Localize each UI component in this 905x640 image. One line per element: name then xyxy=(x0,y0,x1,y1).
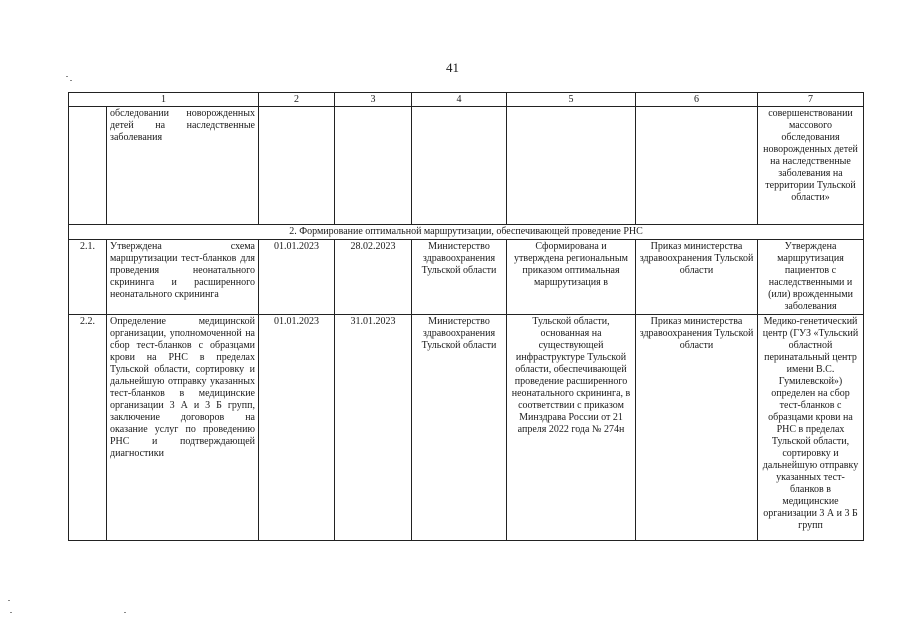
header-col-1: 1 xyxy=(69,93,259,107)
header-col-2: 2 xyxy=(259,93,335,107)
continuation-result-cell xyxy=(507,107,636,225)
row-start-date: 01.01.2023 xyxy=(259,315,335,541)
continuation-row xyxy=(69,107,864,225)
plan-table xyxy=(68,92,864,541)
row-indicator: Утверждена маршрутизация пациентов с наследственными и (или) врожденными заболевания xyxy=(758,240,864,315)
row-executor: Министерство здравоохранения Тульской области xyxy=(412,240,507,315)
row-end-date: 31.01.2023 xyxy=(335,315,412,541)
header-col-6: 6 xyxy=(636,93,758,107)
header-col-4: 4 xyxy=(412,93,507,107)
row-measure: Определение медицинской организации, уполномоченной на сбор тест-бланков с образцами крови на РНС в пределах Тульской области, сортировку и дальнейшую отправку указанных тест-бланков в медицинские организации 3 А и 3 Б групп, заключение договоров на оказание услуг по проведению РНС и подтверждающей диагностики xyxy=(107,315,259,541)
continuation-text-cell: обследовании новорожденных детей на наследственные заболевания xyxy=(107,107,259,225)
row-result: Сформирована и утверждена региональным приказом оптимальная маршрутизация в xyxy=(507,240,636,315)
header-col-3: 3 xyxy=(335,93,412,107)
continuation-start-cell xyxy=(259,107,335,225)
row-result: Тульской области, основанная на существующей инфраструктуре Тульской области, обеспечивающей проведение расширенного неонатального скрининга, в соответствии с приказом Минздрава России от 21 апреля 2022 года № 274н xyxy=(507,315,636,541)
table-row xyxy=(69,240,864,315)
row-document: Приказ министерства здравоохранения Тульской области xyxy=(636,315,758,541)
scan-speck xyxy=(124,612,126,613)
continuation-num-cell xyxy=(69,107,107,225)
row-measure: Утверждена схема маршрутизации тест-бланков для проведения неонатального скрининга и расширенного неонатального скрининга xyxy=(107,240,259,315)
continuation-end-cell xyxy=(335,107,412,225)
header-col-7: 7 xyxy=(758,93,864,107)
header-row xyxy=(69,93,864,107)
scan-speck xyxy=(70,80,72,81)
page-number: 41 xyxy=(446,60,459,75)
row-end-date: 28.02.2023 xyxy=(335,240,412,315)
row-number: 2.2. xyxy=(69,315,107,541)
row-executor: Министерство здравоохранения Тульской области xyxy=(412,315,507,541)
table-row xyxy=(69,315,864,541)
header-col-5: 5 xyxy=(507,93,636,107)
continuation-executor-cell xyxy=(412,107,507,225)
row-indicator: Медико-генетический центр (ГУЗ «Тульский областной перинатальный центр имени В.С. Гумилевской») определен на сбор тест-бланков с образцами крови на РНС в пределах Тульской области, сортировку и дальнейшую отправку указанных тест-бланков в медицинские организации 3 А и 3 Б групп xyxy=(758,315,864,541)
section-title: 2. Формирование оптимальной маршрутизации, обеспечивающей проведение РНС xyxy=(69,225,864,240)
scan-speck xyxy=(8,600,10,601)
row-number: 2.1. xyxy=(69,240,107,315)
row-start-date: 01.01.2023 xyxy=(259,240,335,315)
row-document: Приказ министерства здравоохранения Тульской области xyxy=(636,240,758,315)
section-row xyxy=(69,225,864,240)
continuation-col7-cell: совершенствовании массового обследования новорожденных детей на наследственные заболевания на территории Тульской области» xyxy=(758,107,864,225)
scan-speck xyxy=(10,612,12,613)
scan-speck xyxy=(66,76,68,77)
continuation-doc-cell xyxy=(636,107,758,225)
